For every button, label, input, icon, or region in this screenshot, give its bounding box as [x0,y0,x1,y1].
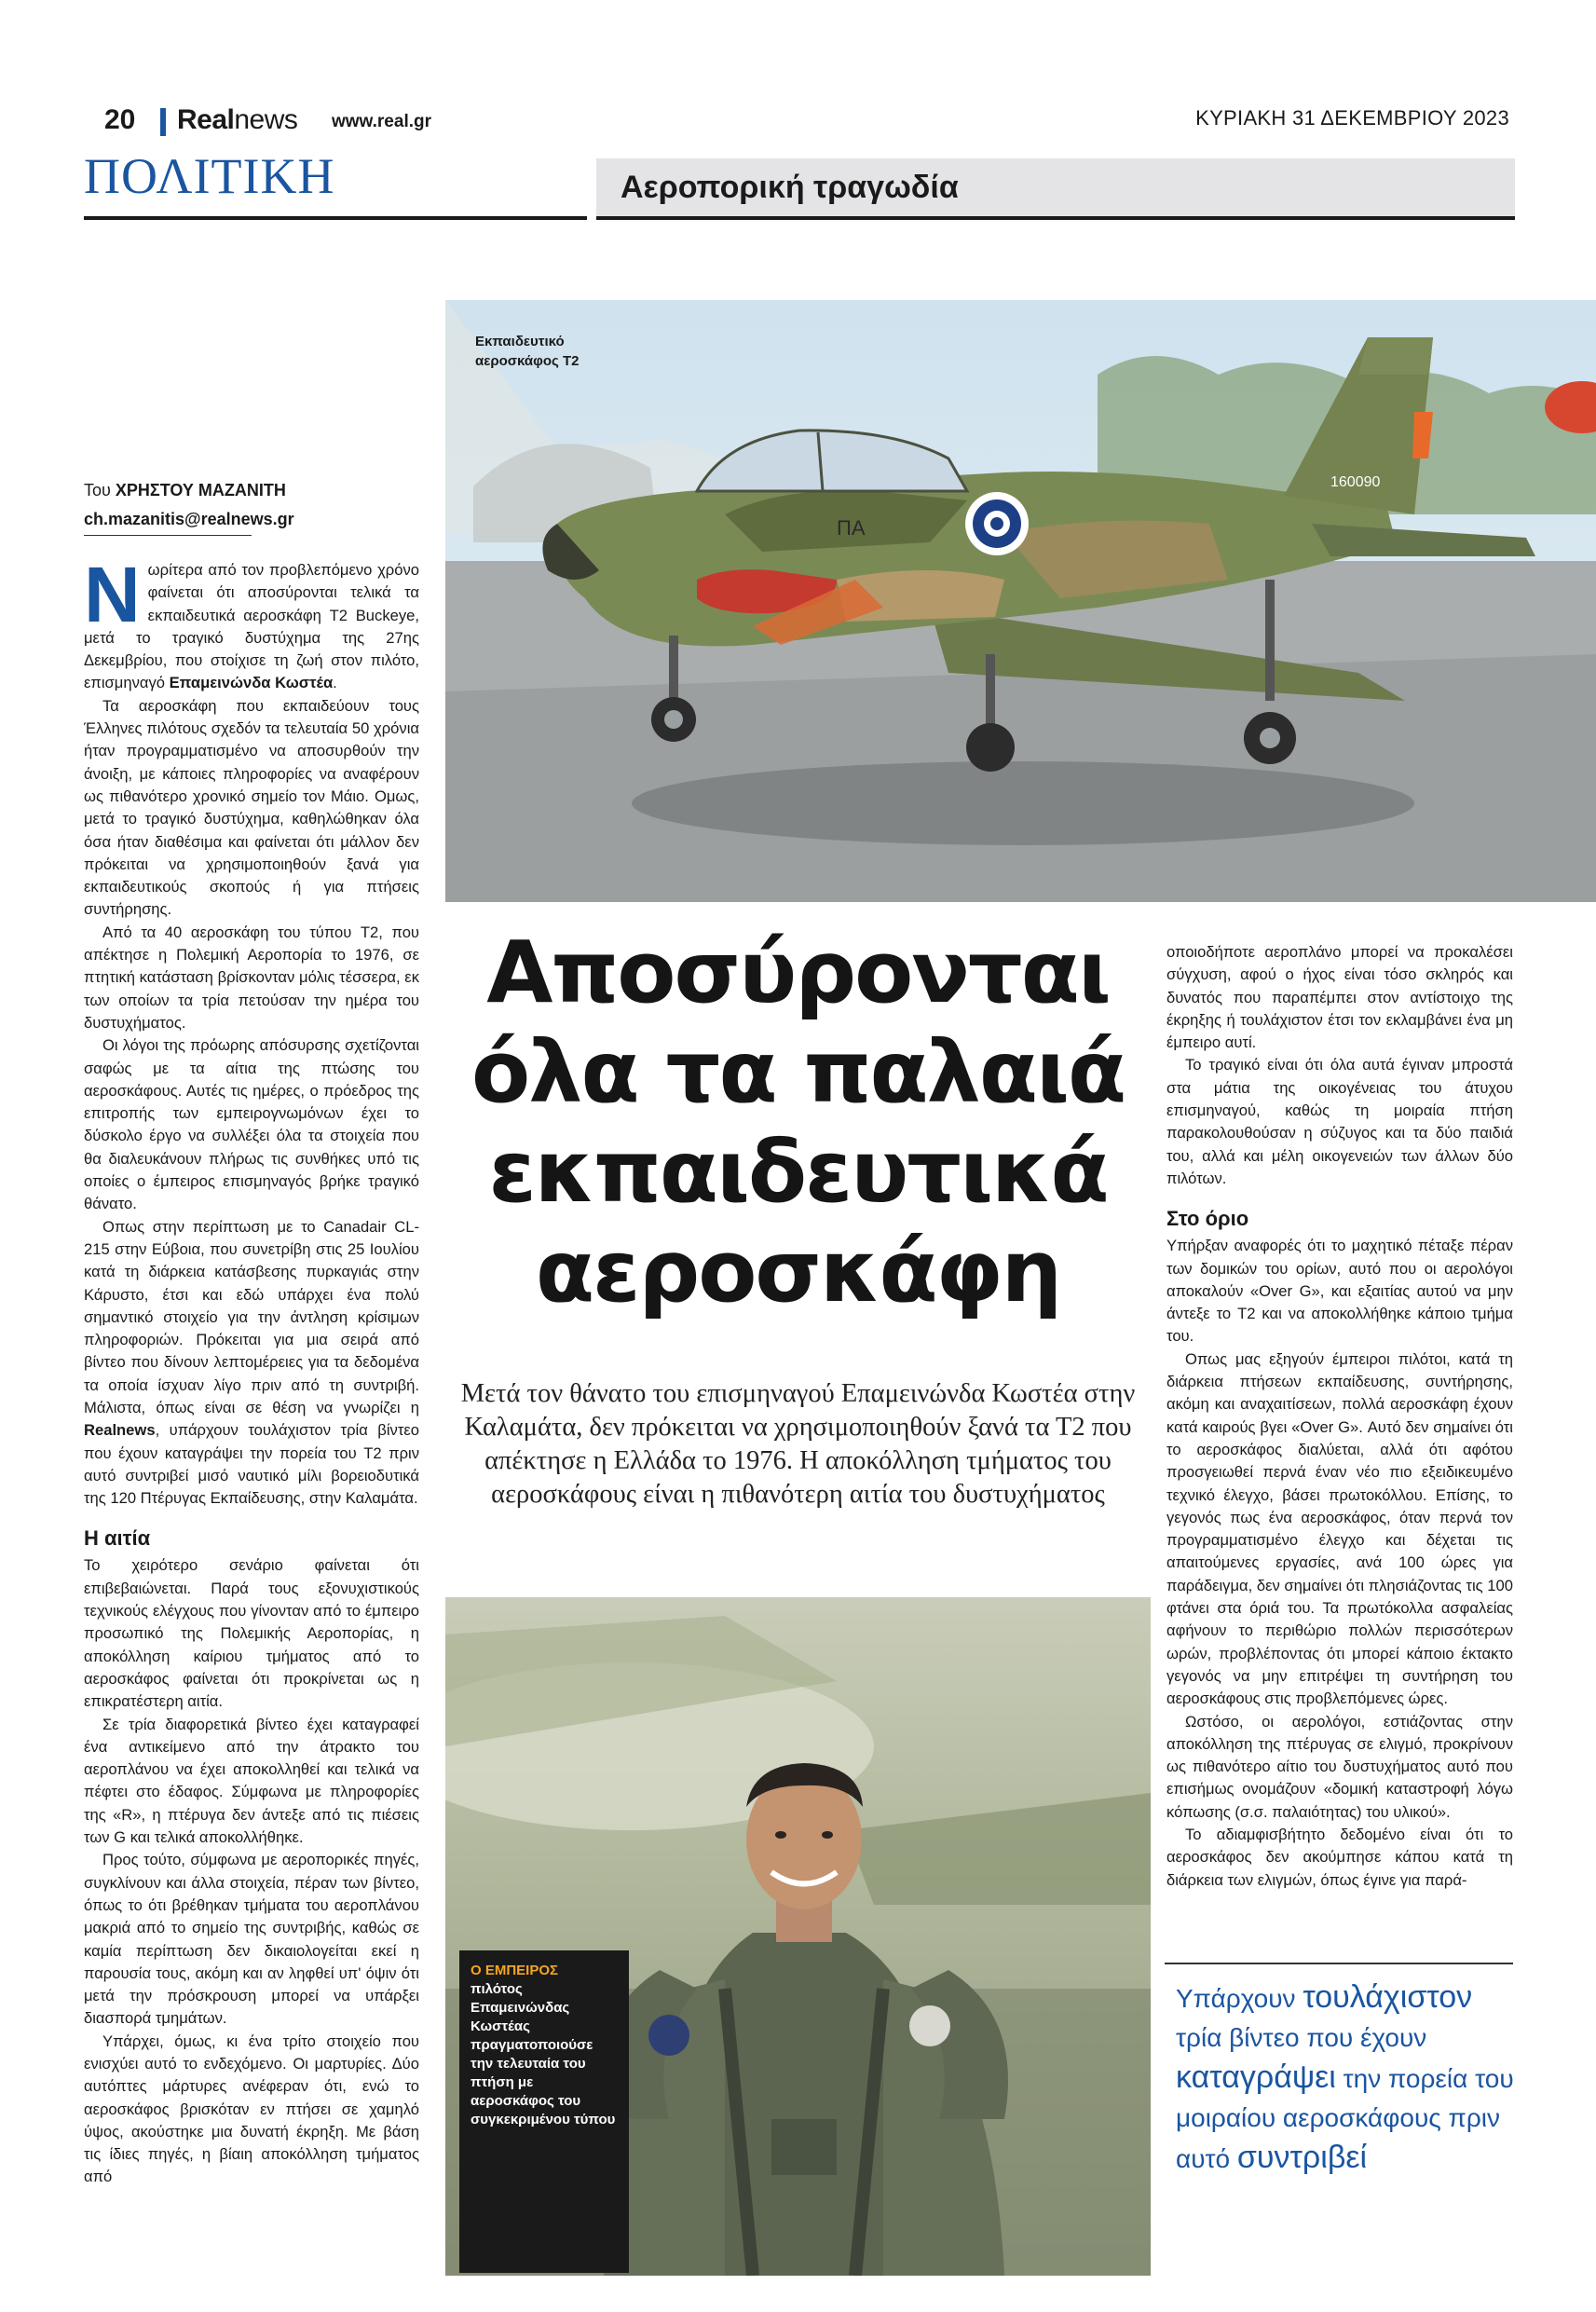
pullquote-rule [1165,1963,1513,1964]
pullquote [1176,1977,1515,2179]
deck-subheadline: Μετά τον θάνατο του επισμηναγού Επαμεινώνδα Κωστέα στην Καλαμάτα, δεν πρόκειται να χρησιμοποιηθούν ξανά τα Τ2 που απέκτησε η Ελλάδα το 1976. Η αποκόλληση τμήματος του αεροσκάφους είναι η πιθανότερη αιτία του δυστυχήματος [460,1379,1136,1509]
paragraph-text: , υπάρχουν τουλάχιστον τρία βίντεο που έχουν καταγράψει την πορεία του T2 πριν αυτό συντριβεί μισό ναυτικό μίλι βορειοδυτικά της 120 Πτέρυγας Εκπαίδευσης, στην Καλαμάτα. [84,1421,419,1508]
byline-author: ΧΡΗΣΤΟΥ ΜΑΖΑΝΙΤΗ [115,481,286,499]
article-column-left [84,551,419,2189]
paragraph: Υπάρχει, όμως, κι ένα τρίτο στοιχείο που ενισχύει αυτό το ενδεχόμενο. Οι μαρτυρίες. Δύο αυτόπτες μάρτυρες ανέφεραν ότι, ενώ το αεροσκάφος βρισκόταν εν πτήσει σε χαμηλό ύψος, ακούστηκε μια δυνατή έκρηξη. Με βάση τις ίδιες πηγές, η βίαιη αποκόλληση τμήματος από [84,2032,419,2186]
section-title: ΠΟΛΙΤΙΚΗ [84,148,335,204]
drop-cap: Ν [84,551,141,638]
issue-date: ΚΥΡΙΑΚΗ 31 ΔΕΚΕΜΒΡΙΟΥ 2023 [1195,106,1509,130]
page-number: 20 [104,104,136,135]
headline-line-2: όλα τα παλαιά [471,1022,1125,1122]
pullquote-emphasis: τουλάχιστον [1303,1979,1473,2015]
paragraph: Από τα 40 αεροσκάφη του τύπου T2, που απέκτησε η Πολεμική Αεροπορία το 1976, σε πτητική κατάσταση βρίσκονταν μόλις τέσσερα, εκ των οποίων τα τρία πετούσαν την ημέρα του δυστυχήματος. [84,923,419,1032]
pullquote-text: τρία βίντεο που έχουν [1176,2023,1427,2052]
paragraph [84,1216,419,1511]
headline-line-4: αεροσκάφη [535,1222,1061,1321]
pilot-name: Επαμεινώνδα Κωστέα [169,674,334,692]
site-url: www.real.gr [332,112,431,131]
pullquote-text: Υπάρχουν [1176,1984,1303,2013]
headline [445,923,1151,1321]
jet-photo-caption [475,332,580,371]
paragraph: οποιοδήποτε αεροπλάνο μπορεί να προκαλέσει σύγχυση, αφού ο ήχος είναι τόσο σκληρός και δυνατός που παραπέμπει στον αντίστοιχο της έκρηξης ή τουλάχιστον έτσι τον εκλαμβάνει ένα μη έμπειρο αυτί. [1166,943,1513,1052]
pilot-photo-caption [459,1950,629,2273]
kicker-text: Αεροπορική τραγωδία [621,170,959,205]
article-column-right [1166,941,1513,1892]
paragraph: Το τραγικό είναι ότι όλα αυτά έγιναν μπροστά στα μάτια της οικογένειας του άτυχου επισμηναγού, καθώς τη μοιραία πτήση παρακολουθούσαν η σύζυγος και τα δύο παιδιά του, αλλά και μέλη οικογενειών των άλλων δύο πιλότων. [1166,1056,1513,1187]
pullquote-emphasis: συντριβεί [1236,2140,1368,2175]
paragraph-text: ωρίτερα από τον προβλεπόμενο χρόνο φαίνεται ότι αποσύρονται τελικά τα εκπαιδευτικά αεροσκάφη T2 Buckeye, μετά το τραγικό δυστύχημα της 27ης Δεκεμβρίου, που στοίχισε τη ζωή στον πιλότο, επισμηναγό [84,561,419,692]
subhead-aitia: Η αιτία [84,1526,151,1551]
paragraph: Υπήρξαν αναφορές ότι το μαχητικό πέταξε πέραν των δομικών του ορίων, αυτό που οι αερολόγοι αποκαλούν «Over G», και εξαιτίας αυτού να μην άντεξε το T2 και να αποκολλήθηκε κάποιο τμήμα του. [1166,1237,1513,1346]
jet-marking-serial: 160090 [1330,474,1381,490]
brand-mention: Realnews [84,1421,156,1440]
paragraph [84,551,419,695]
paragraph: Σε τρία διαφορετικά βίντεο έχει καταγραφεί ένα αντικείμενο από την άτρακτο του αεροπλάνου να έχει αποκολληθεί και τελικά να πέφτει στο έδαφος. Σύμφωνα με πληροφορίες της «R», η πτέρυγα δεν άντεξε από τις πιέσεις των G και τελικά αποκολλήθηκε. [84,1715,419,1847]
byline-prefix: Του [84,481,116,499]
kicker-banner [596,158,1515,220]
byline [84,481,286,500]
pilot-caption-head: Ο ΕΜΠΕΙΡΟΣ [471,1963,559,1978]
paragraph-text: Οπως στην περίπτωση με το Canadair CL-215 στην Εύβοια, που συνετρίβη στις 25 Ιουλίου κατά τη διάρκεια κατάσβεσης πυρκαγιάς στην Κάρυστο, έτσι και εδώ υπάρχει ένα πολύ σημαντικό στοιχείο για την άντληση κρίσιμων πληροφοριών. Πρόκειται για μια σειρά από βίντεο που δίνουν λεπτομέρειες για τα δεδομένα τα οποία ίσχυαν λίγο πριν από τη συντριβή. Μάλιστα, όπως είναι σε θέση να γνωρίζει η [84,1217,419,1416]
byline-rule [84,535,252,536]
pullquote-emphasis: καταγράψει [1176,2059,1336,2095]
brand-logo-light: news [234,104,298,135]
paragraph: Το χειρότερο σενάριο φαίνεται ότι επιβεβαιώνεται. Παρά τους εξονυχιστικούς τεχνικούς ελέγχους που γίνονταν από το έμπειρο προσωπικό της Πολεμικής Αεροπορίας, η αποκόλληση καίριου τμήματος από το αεροσκάφος φαίνεται ότι προκρίνεται ως η επικρατέστερη αιτία. [84,1556,419,1711]
paragraph: Οι λόγοι της πρόωρης απόσυρσης σχετίζονται σαφώς με τα αίτια της πτώσης του αεροσκάφους. Αυτές τις ημέρες, ο πρόεδρος της επιτροπής των εμπειρογνωμόνων έχει το δύσκολο έργο να συλλέξει όλα τα στοιχεία που θα διαλευκάνουν πλήρως τις συνθήκες υπό τις οποίες ο έμπειρος επισμηναγός βρήκε τραγικό θάνατο. [84,1036,419,1213]
paragraph: Οπως μας εξηγούν έμπειροι πιλότοι, κατά τη διάρκεια πτήσεων εκπαίδευσης, συντήρησης, ακόμη και αναχαιτίσεων, πολλά αεροσκάφη έχουν κατά καιρούς βγει «Over G». Αυτό δεν σημαίνει ότι το αεροσκάφος διαλύεται, αλλά ότι αφότου προσγειωθεί περνά έναν νέο πιο εξειδικευμένο τεχνικό έλεγχο, βάσει πρωτοκόλλου. Επίσης, το γεγονός πως ένα αεροσκάφος, όταν περνά τον προγραμματισμένο έλεγχο και δέχεται τις απαιτούμενες εργασίες, ανά 100 ώρες για παράδειγμα, δεν σημαίνει ότι πλησιάζοντας τις 100 φτάνει στα όριά του. Τα πρωτόκολλα ασφαλείας αφήνουν το περιθώριο πολλών περισσότερων ωρών, προβλέποντας ότι μπορεί κάποιο έκτακτο γεγονός να μην επιτρέψει τη συντήρηση του αεροσκάφους στις προβλεπόμενες ώρες. [1166,1349,1513,1708]
jet-photo [445,300,1596,902]
section-rule [84,216,587,220]
subhead-orio: Στο όριο [1166,1207,1249,1231]
jet-illustration [445,300,1596,902]
author-email: ch.mazanitis@realnews.gr [84,510,294,528]
brand-logo-bold: Real [177,104,235,135]
jet-caption-line-2: αεροσκάφος T2 [475,353,580,369]
paragraph-end: . [333,674,337,692]
jet-caption-line-1: Εκπαιδευτικό [475,334,565,349]
headline-line-3: εκπαιδευτικά [488,1122,1108,1222]
paragraph: Ωστόσο, οι αερολόγοι, εστιάζοντας στην αποκόλληση της πτέρυγας σε ελιγμό, προκρίνουν ως πιθανότερο αίτιο του δυστυχήματος αυτό που επισήμως ονομάζουν «δομική καταστροφή λόγω κόπωσης (σ.σ. παλαιότητας) του υλικού». [1166,1712,1513,1821]
header-divider [160,108,166,136]
jet-marking-pa: ΠΑ [837,516,866,540]
headline-line-1: Αποσύρονται [486,923,1110,1022]
pilot-caption-body: πιλότος Επαμεινώνδας Κωστέας πραγματοποιούσε την τελευταία του πτήση με αεροσκάφος του συγκεκριμένου τύπου [471,1981,616,2127]
paragraph: Τα αεροσκάφη που εκπαιδεύουν τους Έλληνες πιλότους σχεδόν τα τελευταία 50 χρόνια ήταν προγραμματισμένο να αποσυρθούν την άνοιξη, με κάποιες πληροφορίες να αναφέρουν ως πιθανότερο χρονικό σημείο τον Μάιο. Ομως, μετά το τραγικό δυστύχημα, καθηλώθηκαν όλα όσα ήταν διαθέσιμα και φαίνεται ότι μάλλον δεν πρόκειται να χρησιμοποιηθούν ξανά για εκπαιδευτικούς σκοπούς ή για πτήσεις συντήρησης. [84,696,419,919]
paragraph: Προς τούτο, σύμφωνα με αεροπορικές πηγές, συγκλίνουν και άλλα στοιχεία, πέραν των βίντεο, όπως το ότι βρέθηκαν τμήματα του αεροπλάνου μακριά από το σημείο της συντριβής, καθώς σε καμία περίπτωση δεν δικαιολογείται εκεί η παρουσία τους, ακόμη και αν ληφθεί υπ' όψιν ότι μετά την πρόσκρουση μπορεί να υπάρξει διασπορά τμημάτων. [84,1851,419,2028]
paragraph: Το αδιαμφισβήτητο δεδομένο είναι ότι το αεροσκάφος δεν ακούμπησε κάπου κατά τη διάρκεια των ελιγμών, όπως έγινε για παρά- [1166,1825,1513,1889]
pullquote-text: την πορεία του μοιραίου αεροσκάφους πριν αυτό [1176,2064,1514,2173]
brand-logo [177,104,297,136]
